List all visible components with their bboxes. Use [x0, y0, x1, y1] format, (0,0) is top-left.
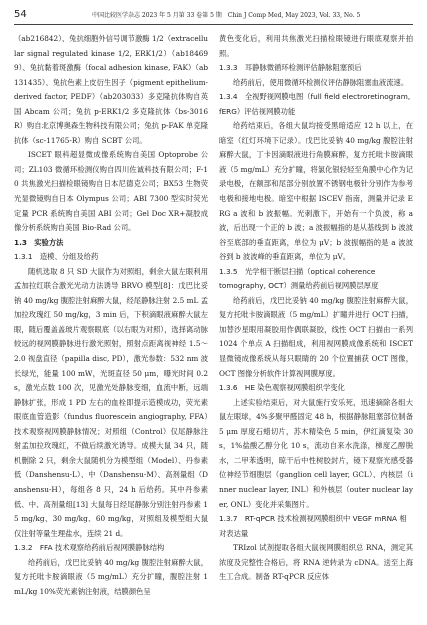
- page-number: 54: [14, 9, 27, 20]
- subsection-heading-microcirculation: 1.3.3 耳静脉微循环检测评估静脉阻塞预后: [219, 63, 362, 73]
- subsection-heading-ffa: 1.3.2 FFA 技术观察给药前后视网膜静脉结构: [14, 543, 165, 553]
- paragraph-ffa: 给药前后，戊巴比妥钠 40 mg/kg 腹腔注射麻醉大鼠，复方托吡卡胺滴眼液（5 mg/mL）充分扩瞳，腹腔注射 1 mL/kg 10%荧光素钠注射液，结膜颜色呈: [14, 557, 208, 596]
- paragraph-rt-qpcr: TRIzol 试剂提取各组大鼠视网膜组织总 RNA，测定其浓度及完整性合格后，将 RNA 逆转录为 cDNA。送至上海生工合成。制备 RT-qPCR 反应体: [219, 543, 413, 582]
- paragraph-microcirculation: 给药前后，使用微循环检测仪评估静脉阻塞血液流速。: [233, 77, 409, 87]
- header-rule: [14, 24, 413, 25]
- paragraph-instruments: ISCET 眼科超显微成像系统购自美国 Optoprobe 公司；ZL103 微循环检测仪购自四川佐诚科技有限公司；F-10 共焦激光扫描检眼镜购自日本尼德克公司；BX53 生物荧光显微镜购自日本 Olympus 公司；ABI 7300 型实时荧光定量 PCR 系统购自美国 ABI 公司；Gel Doc XR+凝胶成像分析系统购自美国 Bio-Rad 公司。: [14, 150, 208, 233]
- subsection-heading-ferg: 1.3.4 全视野视网膜电图（full field electroretinogram, fERG）评估视网膜功能: [219, 92, 411, 116]
- running-header: [0, 0, 427, 24]
- paragraph-he-staining: 上述实验结束后，对大鼠施行安乐死，迅速摘除各组大鼠左眼球，4%多聚甲醛固定 48 h，根据静脉阻塞部位制备 5 μm 厚度石蜡切片，苏木精染色 5 min，伊红滴复染 30 s，1%盐酸乙醇分化 10 s，流动自来水洗涤，梯度乙醇脱水，二甲苯透明，晾干后中性树胶封片，镜下观察光感受器位神经节细胞层（ganglion cell layer, GCL）、内核层（inner nuclear layer, INL）和外核层（outer nuclear layer, ONL）变化并采集图片。: [219, 397, 413, 509]
- subsection-heading-he-staining: 1.3.6 HE 染色观察视网膜组织学变化: [219, 383, 345, 393]
- journal-citation-line: 中国比较医学杂志 2023 年 5 月第 33 卷第 5 期 Chin J Comp Med, May 2023, Vol. 33, No. 5: [92, 12, 361, 19]
- subsection-heading-modeling: 1.3.1 造模、分组及给药: [14, 252, 99, 262]
- section-heading-methods: 1.3 实验方法: [14, 237, 64, 247]
- paragraph-oct: 给药前后，戊巴比妥钠 40 mg/kg 腹腔注射麻醉大鼠，复方托吡卡胺滴眼液（5 mg/mL）扩瞳并进行 OCT 扫描，加替沙星眼用凝胶用作偶联凝胶，线性 OCT 扫描由一系列 1024 个单点 A 扫描组成，利用视网膜成像系统和 ISCET 显微镜成像系统从每只眼睛的 20 个位置捕获 OCT 图像，OCT 图像分析软件计算视网膜厚度。: [219, 295, 413, 378]
- paragraph-ferg: 给药结束后，各组大鼠均接受黑暗适应 12 h 以上，在暗室（红灯环境下记录）。戊巴比妥钠 40 mg/kg 腹腔注射麻醉大鼠，丁卡因滴眼液进行角膜麻醉，复方托吡卡胺滴眼液（5 mg/mL）充分扩瞳，将氯化银轻轻至角膜中心作为记录电极，在额部和尾部分别放置不锈钢电极针分别作为参考电极和接地电极。暗室中根据 ISCEV 指南，测量并记录 ERG a 波和 b 波振幅。光刺激下，开始有一个负波，称 a 波，后出现一个正的 b 波；a 波振幅指的是从基线到 b 波波谷至底部的垂直距离，单位为 μV；b 波振幅指的是 a 波波谷到 b 波波峰的垂直距离，单位为 μV。: [219, 121, 413, 262]
- subsection-heading-rt-qpcr: 1.3.7 RT-qPCR 技术检测视网膜组织中 VEGF mRNA 相对表达量: [219, 514, 407, 538]
- left-column: [14, 32, 208, 599]
- subsection-heading-oct: 1.3.5 光学相干断层扫描（optical coherence tomography, OCT）测量给药前后视网膜层厚度: [219, 266, 379, 291]
- paragraph-antibodies: （ab216842）、兔抗细胞外信号调节激酶 1/2（extracellular signal regulated kinase 1/2, ERK1/2）（ab184699）、兔抗黏着斑激酶（focal adhesion kinase, FAK）（ab131435）、兔抗色素上皮衍生因子（pigment epithelium-derived factor, PEDF）（ab203033）多克隆抗体购自英国 Abcam 公司；兔抗 p-ERK1/2 多克隆抗体（bs-3016R）购自北京博奥森生物科技有限公司；兔抗 p-FAK 单克隆抗体（sc-11765-R）购自 SCBT 公司。: [14, 34, 208, 145]
- right-column: [219, 32, 413, 585]
- paragraph-ffa-continued: 黄色变化后，利用共焦激光扫描检眼镜进行眼底观察并拍照。: [219, 34, 413, 58]
- paragraph-modeling: 随机选取 8 只 SD 大鼠作为对照组，剩余大鼠左眼利用孟加拉红联合激光光动力法诱导 BRVO 模型[8]：戊巴比妥钠 40 mg/kg 腹腔注射麻醉大鼠，经尾静脉注射 2.5 mL 孟加拉玫瑰红 50 mg/kg，3 min 后，下积滴眼液麻醉大鼠左眼，随后覆盖盖玻片观察眼底（以右眼为对照），选择离动脉较远的视网膜静脉进行激光照射，照射点距离视神经 1.5～2.0 视盘直径（papilla disc, PD），激光参数：532 nm 波长绿光，能量 100 mW，光斑直径 50 μm，曝光时间 0.2 s，激光点数 100 次，见激光处静脉变细，血流中断，远端静脉扩张，形成 1 PD 左右的血栓即提示造模成功，荧光素眼底血管造影（fundus fluorescein angiography, FFA）技术观察视网膜静脉情况；对照组（Control）仅尾静脉注射孟加拉玫瑰红，不做后续激光诱导。成模大鼠 34 只，随机删除 2 只，剩余大鼠随机分为模型组（Model）、丹参素低（Danshensu-L）、中（Danshensu-M）、高剂量组（Danshensu-H），每组各 8 只，24 h 后给药。其中丹参素低、中、高剂量组[13] 大鼠每日经尾静脉分别注射丹参素 15 mg/kg、30 mg/kg、60 mg/kg，对照组及模型组大鼠仅注射等量生理盐水，连续 21 d。: [14, 266, 208, 538]
